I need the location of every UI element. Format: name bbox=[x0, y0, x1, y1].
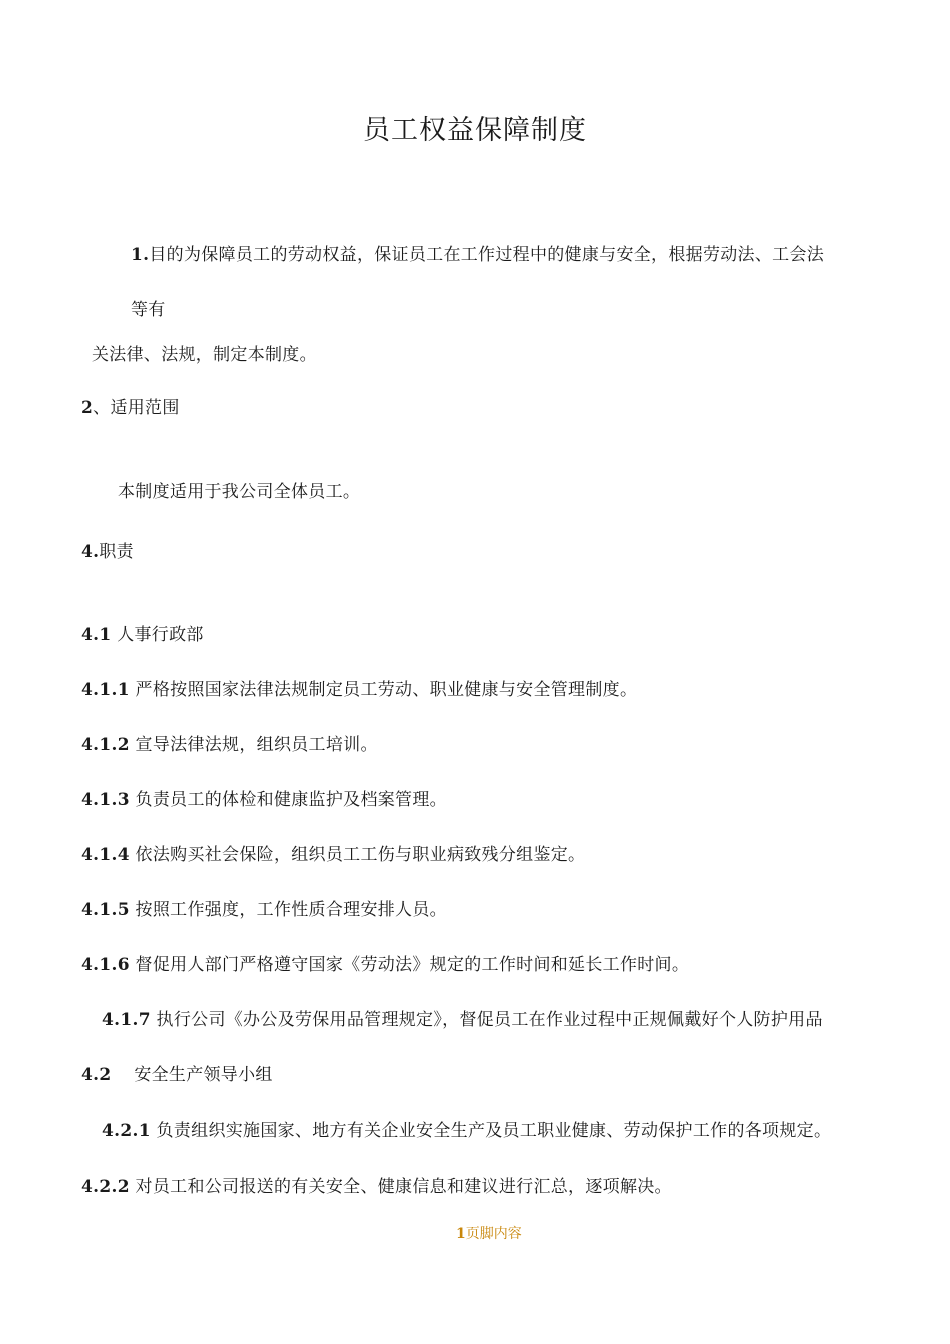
list-item bbox=[102, 1120, 831, 1142]
list-item bbox=[81, 954, 689, 976]
section-number: 4.1 bbox=[81, 625, 112, 645]
section-heading-duties bbox=[81, 541, 134, 563]
list-item bbox=[102, 1009, 823, 1031]
paragraph-scope: 本制度适用于我公司全体员工。 bbox=[118, 482, 361, 502]
list-item bbox=[81, 679, 637, 701]
section-number: 1. bbox=[131, 245, 150, 265]
item-text: 对员工和公司报送的有关安全、健康信息和建议进行汇总，逐项解决。 bbox=[135, 1177, 672, 1197]
heading-text: 、适用范围 bbox=[93, 398, 180, 418]
item-number: 4.1.3 bbox=[81, 790, 130, 810]
item-number: 4.1.1 bbox=[81, 680, 130, 700]
footer-text: 页脚内容 bbox=[465, 1226, 522, 1242]
item-text: 宣导法律法规，组织员工培训。 bbox=[135, 735, 378, 755]
list-item bbox=[81, 844, 585, 866]
page-footer bbox=[456, 1224, 526, 1244]
heading-text: 安全生产领导小组 bbox=[134, 1065, 273, 1085]
section-heading-scope bbox=[81, 397, 180, 419]
list-item bbox=[81, 789, 447, 811]
item-text: 依法购买社会保险，组织员工工伤与职业病致残分组鉴定。 bbox=[135, 845, 586, 865]
item-text: 严格按照国家法律法规制定员工劳动、职业健康与安全管理制度。 bbox=[135, 680, 638, 700]
list-item bbox=[81, 899, 447, 921]
item-text: 按照工作强度，工作性质合理安排人员。 bbox=[135, 900, 447, 920]
heading-text: 人事行政部 bbox=[117, 625, 204, 645]
page-number: 1 bbox=[456, 1226, 466, 1242]
list-item bbox=[81, 1176, 672, 1198]
paragraph-text: 目的为保障员工的劳动权益，保证员工在工作过程中的健康与安全，根据劳动法、工会法 bbox=[149, 245, 825, 265]
heading-text: 职责 bbox=[99, 542, 134, 562]
item-text: 执行公司《办公及劳保用品管理规定》，督促员工在作业过程中正规佩戴好个人防护用品 bbox=[156, 1010, 823, 1030]
item-number: 4.2.1 bbox=[102, 1121, 151, 1141]
subsection-heading bbox=[81, 624, 204, 646]
item-number: 4.2.2 bbox=[81, 1177, 130, 1197]
section-number: 4. bbox=[81, 542, 100, 562]
item-text: 负责员工的体检和健康监护及档案管理。 bbox=[135, 790, 447, 810]
subsection-heading bbox=[81, 1064, 273, 1086]
paragraph-continuation: 等有 bbox=[131, 300, 166, 320]
paragraph-continuation: 关法律、法规，制定本制度。 bbox=[92, 345, 317, 365]
section-number: 2 bbox=[81, 398, 94, 418]
section-number: 4.2 bbox=[81, 1065, 112, 1085]
paragraph-purpose bbox=[131, 244, 824, 266]
item-number: 4.1.7 bbox=[102, 1010, 151, 1030]
item-text: 督促用人部门严格遵守国家《劳动法》规定的工作时间和延长工作时间。 bbox=[135, 955, 690, 975]
list-item bbox=[81, 734, 378, 756]
item-number: 4.1.6 bbox=[81, 955, 130, 975]
item-text: 负责组织实施国家、地方有关企业安全生产及员工职业健康、劳动保护工作的各项规定。 bbox=[156, 1121, 832, 1141]
item-number: 4.1.2 bbox=[81, 735, 130, 755]
item-number: 4.1.4 bbox=[81, 845, 130, 865]
item-number: 4.1.5 bbox=[81, 900, 130, 920]
page-title: 员工权益保障制度 bbox=[363, 115, 587, 146]
